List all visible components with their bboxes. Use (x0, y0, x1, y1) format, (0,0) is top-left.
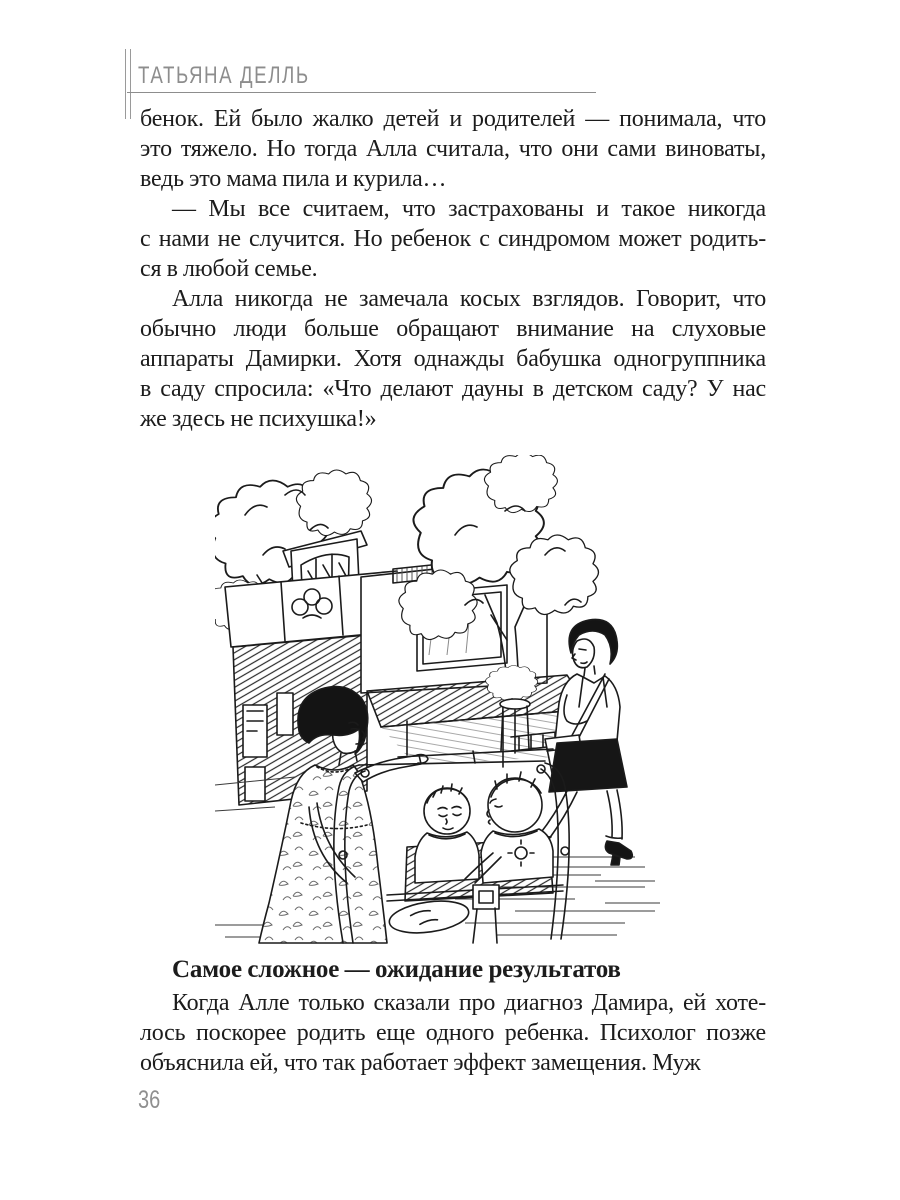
text-line: объяснила ей, что так работает эффект замещения. Муж (140, 1050, 701, 1076)
child-left (415, 784, 479, 883)
header-horizontal-rule (127, 92, 596, 93)
text-line: с нами не случится. Но ребенок с синдромом может родить- (140, 226, 766, 252)
page-number: 36 (138, 1086, 161, 1114)
text-line: ведь это мама пила и курила… (140, 166, 447, 192)
text-line: — Мы все считаем, что застрахованы и такое никогда (172, 196, 766, 222)
body-paragraph (140, 988, 766, 1078)
header-vertical-rule (125, 49, 131, 119)
body-paragraph (140, 104, 766, 194)
text-line: Когда Алле только сказали про диагноз Дамира, ей хоте- (172, 990, 766, 1016)
text-line: ся в любой семье. (140, 256, 318, 282)
text-block-top (140, 104, 766, 434)
body-paragraph (140, 284, 766, 434)
text-line: бенок. Ей было жалко детей и родителей — понимала, что (140, 106, 766, 132)
text-line: Алла никогда не замечала косых взглядов. Говорит, что (172, 286, 766, 312)
street-scene-illustration (215, 455, 665, 945)
text-line: лось поскорее родить еще одного ребенка. Психолог позже (140, 1020, 766, 1046)
text-block-bottom (140, 954, 766, 1078)
text-line: аппараты Дамирки. Хотя однажды бабушка одногруппника (140, 346, 766, 372)
text-line: это тяжело. Но тогда Алла считала, что они сами виноваты, (140, 136, 766, 162)
author-name: ТАТЬЯНА ДЕЛЛЬ (138, 62, 310, 89)
section-heading: Самое сложное — ожидание результатов (172, 956, 621, 983)
child-right (465, 772, 553, 883)
text-line: в саду спросила: «Что делают дауны в детском саду? У нас (140, 376, 766, 402)
body-paragraph (140, 194, 766, 284)
text-line: же здесь не психушка!» (140, 406, 377, 432)
text-line: обычно люди больше обращают внимание на слуховые (140, 316, 766, 342)
